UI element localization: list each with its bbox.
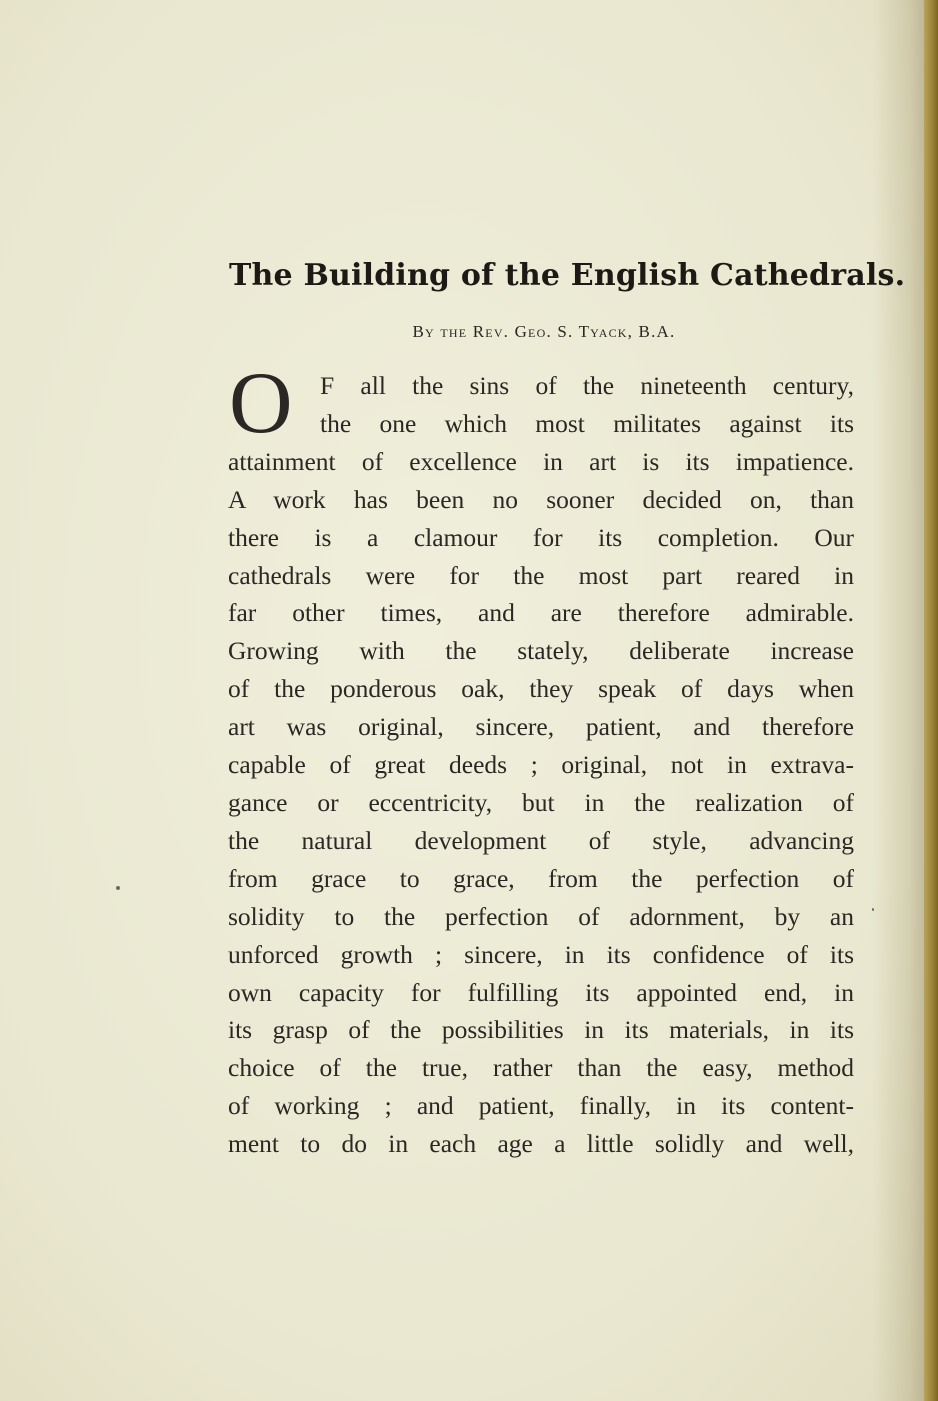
body-line: capable of great deeds ; original, not in extrava- — [228, 750, 854, 780]
page-edge-shadow — [924, 0, 938, 1401]
article-title: The Building of the English Cathedrals. — [229, 258, 906, 293]
body-line: of the ponderous oak, they speak of days when — [228, 674, 854, 704]
body-line: F all the sins of the nineteenth century, — [320, 371, 854, 400]
article-body — [228, 367, 854, 1163]
body-line: attainment of excellence in art is its impatience. — [228, 446, 854, 476]
body-line: solidity to the perfection of adornment, by an — [228, 901, 854, 931]
body-line: of working ; and patient, finally, in its content- — [228, 1091, 854, 1121]
paper-speck — [116, 886, 120, 890]
body-line: art was original, sincere, patient, and therefore — [228, 712, 854, 742]
drop-cap-letter: O — [229, 355, 293, 452]
body-line: own capacity for fulfilling its appointed end, in — [228, 977, 854, 1007]
body-line: gance or eccentricity, but in the realization of — [228, 787, 854, 817]
body-line: the one which most militates against its — [320, 408, 854, 438]
body-line: there is a clamour for its completion. Our — [228, 522, 854, 552]
body-line: A work has been no sooner decided on, than — [228, 484, 854, 514]
body-line: the natural development of style, advancing — [228, 825, 854, 855]
body-line: cathedrals were for the most part reared in — [228, 560, 854, 590]
paper-speck — [872, 908, 874, 911]
article-byline: By the Rev. Geo. S. Tyack, B.A. — [412, 322, 676, 341]
body-line: Growing with the stately, deliberate increase — [228, 636, 854, 666]
body-line: unforced growth ; sincere, in its confidence of its — [228, 939, 854, 969]
body-line: its grasp of the possibilities in its materials, in its — [228, 1015, 854, 1045]
body-line: choice of the true, rather than the easy, method — [228, 1053, 854, 1083]
body-line: far other times, and are therefore admirable. — [228, 598, 854, 628]
body-line: ment to do in each age a little solidly and well, — [228, 1129, 854, 1159]
body-line: from grace to grace, from the perfection of — [228, 863, 854, 893]
